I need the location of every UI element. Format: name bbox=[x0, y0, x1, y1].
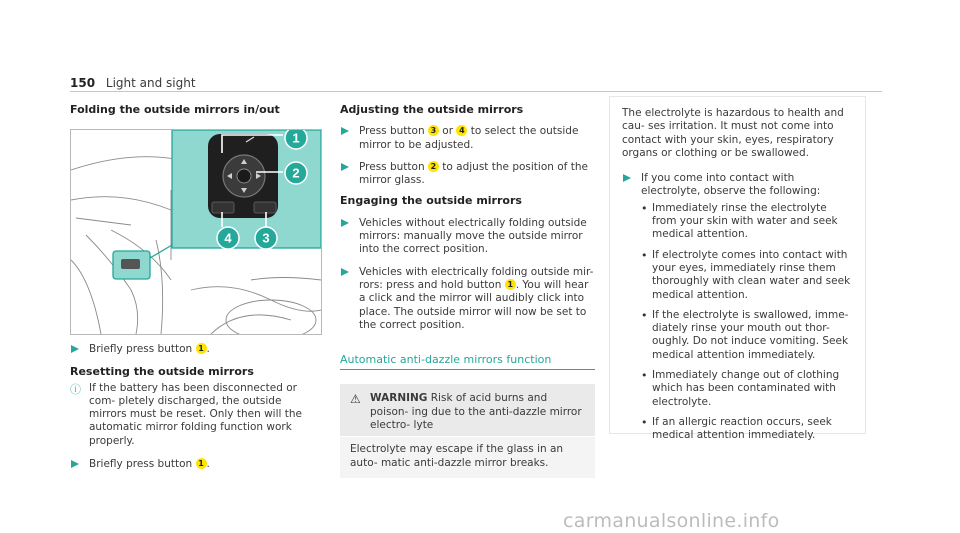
svg-text:1: 1 bbox=[292, 130, 300, 146]
warning-box bbox=[340, 384, 595, 477]
warning-triangle-icon: ⚠ bbox=[350, 392, 361, 407]
watermark: carmanualsonline.info bbox=[563, 510, 780, 532]
switch-location-marker bbox=[121, 259, 140, 269]
step-arrow-icon bbox=[341, 219, 349, 227]
list-item: • If an allergic reaction occurs, seek medical attention immediately. bbox=[652, 416, 854, 443]
warning-body: Electrolyte may escape if the glass in an auto- matic anti-dazzle mirror breaks. bbox=[340, 436, 595, 478]
list-item: • If electrolyte comes into contact with your eyes, immediately rinse them thoroughly with clean water and seek medical attention. bbox=[652, 249, 854, 302]
button-1-ref: 1 bbox=[196, 458, 207, 469]
callout-3 bbox=[255, 227, 277, 249]
warning-label: WARNING bbox=[370, 392, 428, 405]
fold-step: Briefly press button 1 . bbox=[70, 343, 322, 356]
svg-text:2: 2 bbox=[292, 165, 300, 181]
svg-text:4: 4 bbox=[224, 230, 232, 246]
electrolyte-bullets bbox=[641, 202, 854, 443]
list-item: • Immediately rinse the electrolyte from your skin with water and seek medical attention. bbox=[652, 202, 854, 242]
electrolyte-intro: The electrolyte is hazardous to health and cau- ses irritation. It must not come into contact with your skin, eyes, respiratory organs or clothing or be swallowed. bbox=[622, 107, 844, 159]
step-arrow-icon bbox=[71, 460, 79, 468]
electrolyte-step: If you come into contact with electrolyte, observe the following: bbox=[622, 172, 854, 199]
reset-note: ⓘ If the battery has been disconnected or com- pletely discharged, the outside mirrors must be reset. Only then will the automatic mirror folding function work properly. bbox=[70, 381, 302, 447]
left-column-text bbox=[70, 343, 322, 480]
folding-heading: Folding the outside mirrors in/out bbox=[70, 103, 280, 116]
header-divider bbox=[70, 91, 882, 92]
callout-4 bbox=[217, 227, 239, 249]
reset-heading: Resetting the outside mirrors bbox=[70, 365, 254, 379]
middle-column bbox=[340, 103, 595, 478]
button-4-ref: 4 bbox=[456, 125, 467, 136]
reset-step: Briefly press button 1 . bbox=[70, 458, 322, 471]
list-item: • Immediately change out of clothing which has been contaminated with electrolyte. bbox=[652, 369, 854, 409]
step-arrow-icon bbox=[71, 345, 79, 353]
step-arrow-icon bbox=[341, 127, 349, 135]
step-arrow-icon bbox=[341, 268, 349, 276]
button-1-ref: 1 bbox=[196, 343, 207, 354]
callout-1 bbox=[285, 130, 307, 149]
adjust-heading: Adjusting the outside mirrors bbox=[340, 103, 524, 116]
list-item: • If the electrolyte is swallowed, imme- diately rinse your mouth out thor- oughly. Do not induce vomiting. Seek medical attention immediately. bbox=[652, 309, 854, 362]
button-2-ref: 2 bbox=[428, 161, 439, 172]
callout-2 bbox=[285, 162, 307, 184]
mirror-switch-figure bbox=[70, 129, 322, 335]
adjust-step-1: Press button 3 or 4 to select the outside mirror to be adjusted. bbox=[340, 125, 595, 152]
door-panel-illustration bbox=[71, 130, 321, 334]
note-icon: ⓘ bbox=[70, 382, 81, 396]
warning-title: ⚠ WARNING Risk of acid burns and poison- ing due to the anti-dazzle mirror electro- lyte bbox=[350, 392, 582, 432]
section-title: Light and sight bbox=[105, 76, 196, 90]
button-3-ref: 3 bbox=[428, 125, 439, 136]
anti-dazzle-heading: Automatic anti-dazzle mirrors function bbox=[340, 353, 595, 370]
button-1-ref: 1 bbox=[505, 279, 516, 290]
step-arrow-icon bbox=[341, 163, 349, 171]
engage-step-2: Vehicles with electrically folding outside mir- rors: press and hold button 1 . You will hear a click and the mirror will audibly click into place. The outside mirror will now be set to the correct position. bbox=[340, 266, 595, 332]
engage-step-1: Vehicles without electrically folding outside mirrors: manually move the outside mirror into the correct position. bbox=[340, 217, 595, 257]
svg-text:3: 3 bbox=[262, 230, 270, 246]
left-column bbox=[70, 103, 322, 122]
adjust-step-2: Press button 2 to adjust the position of the mirror glass. bbox=[340, 161, 595, 188]
step-arrow-icon bbox=[623, 174, 631, 182]
page-header bbox=[70, 76, 196, 90]
page-number: 150 bbox=[70, 76, 96, 90]
electrolyte-info-box bbox=[609, 96, 866, 442]
engage-heading: Engaging the outside mirrors bbox=[340, 194, 522, 208]
